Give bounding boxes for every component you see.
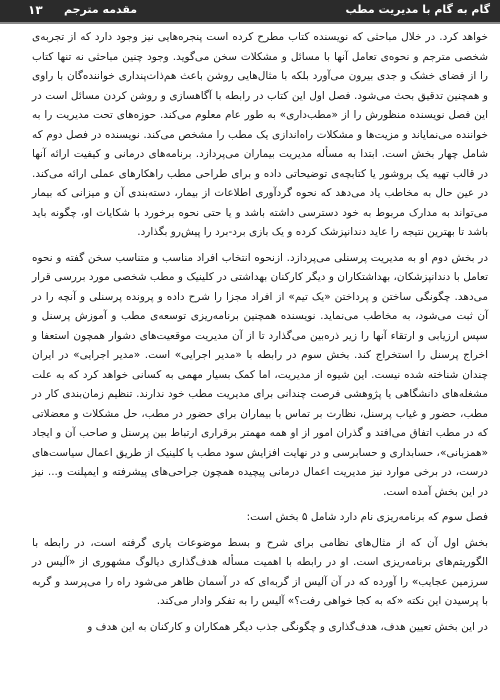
- header-divider: [0, 22, 500, 24]
- paragraph-1: خواهد کرد. در خلال مباحثی که نویسنده کتاب مطرح کرده است پنجره‌هایی نیز وجود دارد که از تجربه‌ی شخصی مترجم و نحوه‌ی تعامل آنها با مسائل و مشکلات سخن می‌گوید. وجود چنین مباحثی نه تنها کتاب را از فضای خشک و جدی بیرون می‌آورد بلکه با مثال‌هایی روشن باعث هم‌ذات‌پنداری خواننده‌گان با راوی و همچنین تدقیق بحث می‌شود. فصل اول این کتاب در رابطه با آگاهسازی و روشن کردن مسائل است در این فصل نویسنده منظورش را از «مطب‌داری» به طور عام معلوم می‌کند. حوزه‌های تحت مدیریت را به خواننده می‌نمایاند و مزیت‌ها و مشکلات راه‌اندازی یک مطب را مشخص می‌کند. نویسنده در فصل دوم که شامل چهار بخش است. ابتدا به مسأله مدیریت بیماران می‌پردازد. برنامه‌های درمانی و کیفیت ارائه آنها در قالب تهیه یک بروشور یا کتابچه‌ی توضیحاتی داده و برای طراحی مطب راهکارهای عملی ارائه می‌کند. در عین حال به مخاطب یاد می‌دهد که نحوه گردآوری اطلاعات از بیمار، دسته‌بندی آن و میزانی که بیمار می‌تواند به مدارک مربوط به خود دسترسی داشته باشد و یا حتی نحوه برخورد با شکایات او، چگونه باید باشد تا بهترین نتیجه را عاید دندانپزشک کرده و یک بازی برد-برد را پیش‌رو بگذارد.: [32, 31, 488, 238]
- page-number: ۱۳: [28, 3, 43, 17]
- page-header: [0, 0, 500, 24]
- paragraph-5: در این بخش تعیین هدف، هدف‌گذاری و چگونگی جذب دیگر همکاران و کارکنان به این هدف و: [87, 620, 488, 633]
- paragraph-3: فصل سوم که برنامه‌ریزی نام دارد شامل ۵ بخش است:: [246, 511, 488, 523]
- book-title: گام به گام با مدیریت مطب: [345, 3, 490, 16]
- page-body: [32, 28, 488, 643]
- paragraph-4: بخش اول آن که از مثال‌های نظامی برای شرح و بسط موضوعات یاری گرفته است، در رابطه با الگوریتم‌های برنامه‌ریزی است. او در رابطه با اهمیت مسأله هدف‌گذاری دیالوگ مشهوری از «آلیس در سرزمین عجایب» را آورده که در آن آلیس از گربه‌ای که در آسمان ظاهر می‌شود راه را می‌پرسد و گربه با پرسیدن این نکته «که به کجا خواهی رفت؟» آلیس را به تفکر وادار می‌کند.: [32, 536, 488, 607]
- section-title: مقدمه مترجم: [64, 3, 138, 16]
- paragraph-2: در بخش دوم او به مدیریت پرسنلی می‌پردازد. ازنحوه انتخاب افراد مناسب و متناسب سخن گفته و نحوه تعامل با دندانپزشکان، بهداشتکاران و دیگر کارکنان بهداشتی در کلینیک و مطب شخصی مورد بررسی قرار می‌دهد. چگونگی ساختن و پرداختن «یک تیم» از افراد مجزا را شرح داده و پرونده پرسنلی و آنچه را در آن ثبت می‌شود، به مخاطب می‌نماید. نویسنده همچنین برنامه‌ریزی توسعه‌ی مطب و آموزش پرسنل و سپس ارزیابی و ارتقاء آنها را زیر ذره‌بین می‌گذارد تا از آن مدیریت موقعیت‌های دشوار همچون استعفا و اخراج پرسنل را استخراج کند. بخش سوم در رابطه با «مدیر اجرایی» است. «مدیر اجرایی» در ایران چندان شناخته شده نیست. این شیوه از مدیریت، اما کمک بسیار مهمی به کسانی خواهد کرد که به علت مشغله‌های دانشگاهی یا پژوهشی فرصت چندانی برای مدیریت مطب خود ندارند. تنظیم زمان‌بندی کار در مطب، حضور و غیاب پرسنل، نظارت بر تماس با بیماران برای حضور در مطب، حل مشکلات و معضلاتی که در مطب اتفاق می‌افتد و گذران امور از او همه مهمتر برقراری ارتباط بین پرسنل و صاحب آن و ایجاد «همزبانی»، حسابداری و حسابرسی و در نهایت افزایش سود مطب یا کلینیک از طریق اعمال سیاست‌های درست، در برخی موارد نیز مدیریت اعمال درمانی پیچیده همچون جراحی‌های پیشرفته و ایمپلنت و... نیز در این بخش آمده است.: [32, 251, 488, 498]
